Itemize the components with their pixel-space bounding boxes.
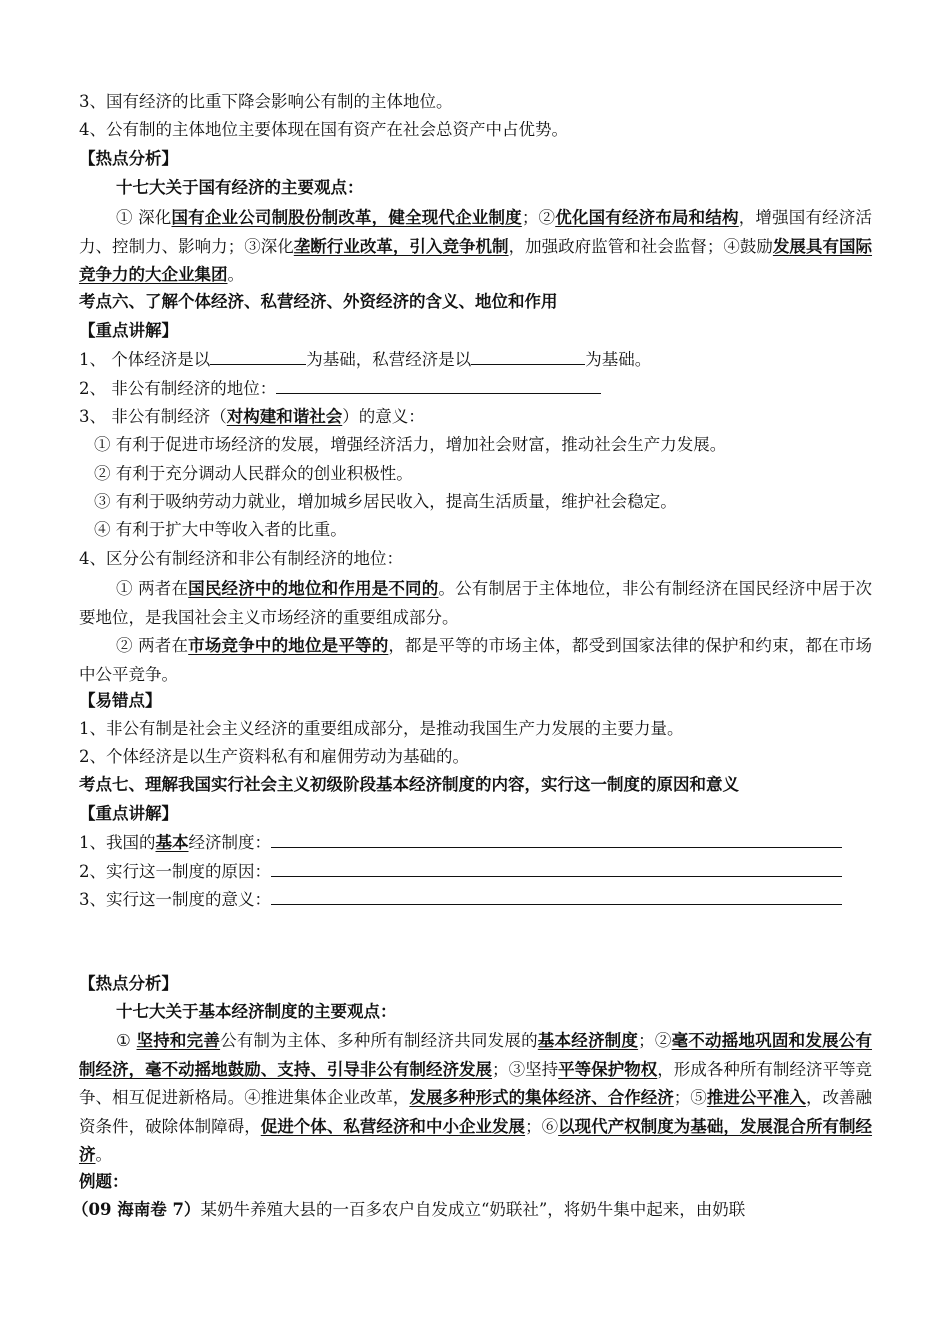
- key-phrase: 优化国有经济布局和结构: [555, 208, 739, 227]
- text-span: 某奶牛养殖大县的一百多农户自发成立“奶联社”，将奶牛集中起来，由奶联: [200, 1200, 746, 1219]
- key-phrase: 发展多种形式的集体经济、合作经济: [409, 1088, 674, 1108]
- text-span: ，增强国有经济活力、控制力、影响力；③深化: [79, 208, 873, 256]
- text-span: 3、 非公有制经济（: [79, 407, 227, 426]
- question-2: [79, 375, 879, 402]
- distinction-2: [79, 631, 872, 689]
- hot-analysis-paragraph: [79, 204, 872, 290]
- key-phrase: 基本经济制度: [537, 1031, 639, 1050]
- section-heading-hot-analysis: 【热点分析】: [79, 149, 178, 168]
- text-span: 。: [227, 265, 244, 284]
- key-phrase: 以现代产权制度为基础，发展混合所有制经济: [79, 1116, 873, 1165]
- text-span: ；③坚持: [492, 1059, 559, 1079]
- section-heading-common-mistakes: 【易错点】: [79, 691, 162, 710]
- text-span: 公有制为主体、多种所有制经济共同发展的: [220, 1031, 538, 1050]
- key-phrase: 垄断行业改革，引入竞争机制: [293, 236, 509, 256]
- fill-question-3: [79, 886, 879, 913]
- key-phrase: 平等保护物权: [558, 1059, 658, 1079]
- answer-blank[interactable]: [210, 346, 306, 365]
- statement-4: 4、公有制的主体地位主要体现在国有资产在社会总资产中占优势。: [79, 120, 568, 139]
- text-span: 为基础。: [585, 350, 652, 369]
- section-heading-hot-analysis: 【热点分析】: [79, 974, 178, 993]
- answer-line[interactable]: [271, 858, 842, 877]
- text-span: ；⑥: [525, 1116, 559, 1136]
- key-phrase: 推进公平准入: [706, 1088, 806, 1108]
- key-phrase: 毫不动摇地巩固和发展公有制经济，毫不动摇地鼓励、支持、引导非公有制经济发展: [79, 1031, 873, 1079]
- text-span: 为基础，私营经济是以: [306, 350, 472, 369]
- key-phrase: 国有企业公司制股份制改革，健全现代企业制度: [171, 208, 522, 227]
- exam-point-7-heading: 考点七、理解我国实行社会主义初级阶段基本经济制度的内容，实行这一制度的原因和意义: [79, 775, 739, 794]
- answer-line[interactable]: [271, 829, 842, 848]
- text-span: 经济制度：: [188, 833, 271, 852]
- mistake-1: 1、非公有制是社会主义经济的重要组成部分，是推动我国生产力发展的主要力量。: [79, 719, 684, 738]
- text-span: ；②: [521, 208, 556, 227]
- text-span: 。公有制居于主体地位，非公有制经济在国民经济中居于次要地位，是我国社会主义市场经济的重要组成部分。: [79, 579, 873, 627]
- key-phrase: 坚持和完善: [136, 1031, 221, 1050]
- distinction-1: [79, 574, 872, 632]
- example-question: [72, 1197, 872, 1223]
- text-span: ；②: [638, 1031, 672, 1050]
- significance-3: ③ 有利于吸纳劳动力就业，增加城乡居民收入，提高生活质量，维护社会稳定。: [94, 492, 677, 511]
- question-4: 4、区分公有制经济和非公有制经济的地位：: [79, 549, 403, 568]
- hot-analysis-paragraph: [79, 1027, 872, 1170]
- hot-analysis-title: 十七大关于基本经济制度的主要观点：: [116, 1002, 397, 1021]
- answer-blank[interactable]: [471, 346, 585, 365]
- fill-question-2: [79, 858, 879, 885]
- key-phrase: 国民经济中的地位和作用是不同的: [188, 579, 439, 598]
- question-1: [79, 346, 879, 373]
- text-span: ① 两者在: [116, 579, 189, 598]
- statement-3: 3、国有经济的比重下降会影响公有制的主体地位。: [79, 92, 453, 111]
- text-span: ①: [116, 1031, 137, 1050]
- exam-point-6-heading: 考点六、了解个体经济、私营经济、外资经济的含义、地位和作用: [79, 292, 558, 311]
- significance-4: ④ 有利于扩大中等收入者的比重。: [94, 520, 347, 539]
- key-phrase: 市场竞争中的地位是平等的: [188, 636, 389, 655]
- key-phrase: 发展具有国际竞争力的大企业集团: [79, 236, 873, 284]
- key-phrase: 对构建和谐社会: [226, 407, 343, 426]
- text-span: ；⑤: [673, 1088, 707, 1108]
- text-span: ② 两者在: [116, 636, 189, 655]
- mistake-2: 2、个体经济是以生产资料私有和雇佣劳动为基础的。: [79, 747, 469, 766]
- question-3: [79, 404, 879, 430]
- text-span: 1、 个体经济是以: [79, 350, 211, 369]
- text-span: ，改善融资条件，破除体制障碍，: [79, 1088, 873, 1136]
- hot-analysis-title: 十七大关于国有经济的主要观点：: [116, 178, 364, 197]
- text-span: ，加强政府监管和社会监督；④鼓励: [508, 236, 773, 256]
- fill-question-1: [79, 829, 879, 856]
- text-span: 2、实行这一制度的原因：: [79, 862, 271, 881]
- text-span: 3、实行这一制度的意义：: [79, 890, 271, 909]
- text-span: ① 深化: [116, 208, 172, 227]
- example-label: 例题：: [79, 1172, 129, 1191]
- question-source: （09 海南卷 7）: [72, 1200, 201, 1219]
- section-heading-key-points: 【重点讲解】: [79, 321, 178, 340]
- text-span: ）的意义：: [342, 407, 425, 426]
- significance-1: ① 有利于促进市场经济的发展，增强经济活力，增加社会财富，推动社会生产力发展。: [94, 435, 727, 454]
- text-span: 2、 非公有制经济的地位：: [79, 379, 277, 398]
- key-phrase: 促进个体、私营经济和中小企业发展: [260, 1116, 526, 1136]
- section-heading-key-points: 【重点讲解】: [79, 804, 178, 823]
- answer-blank[interactable]: [276, 375, 601, 394]
- key-phrase: 基本: [155, 833, 189, 852]
- text-span: ，都是平等的市场主体，都受到国家法律的保护和约束，都在市场中公平竞争。: [79, 636, 873, 684]
- text-span: 。: [95, 1145, 112, 1165]
- text-span: ，形成各种所有制经济平等竞争、相互促进新格局。④推进集体企业改革，: [79, 1059, 873, 1108]
- text-span: 1、我国的: [79, 833, 156, 852]
- significance-2: ② 有利于充分调动人民群众的创业积极性。: [94, 464, 413, 483]
- answer-line[interactable]: [271, 886, 842, 905]
